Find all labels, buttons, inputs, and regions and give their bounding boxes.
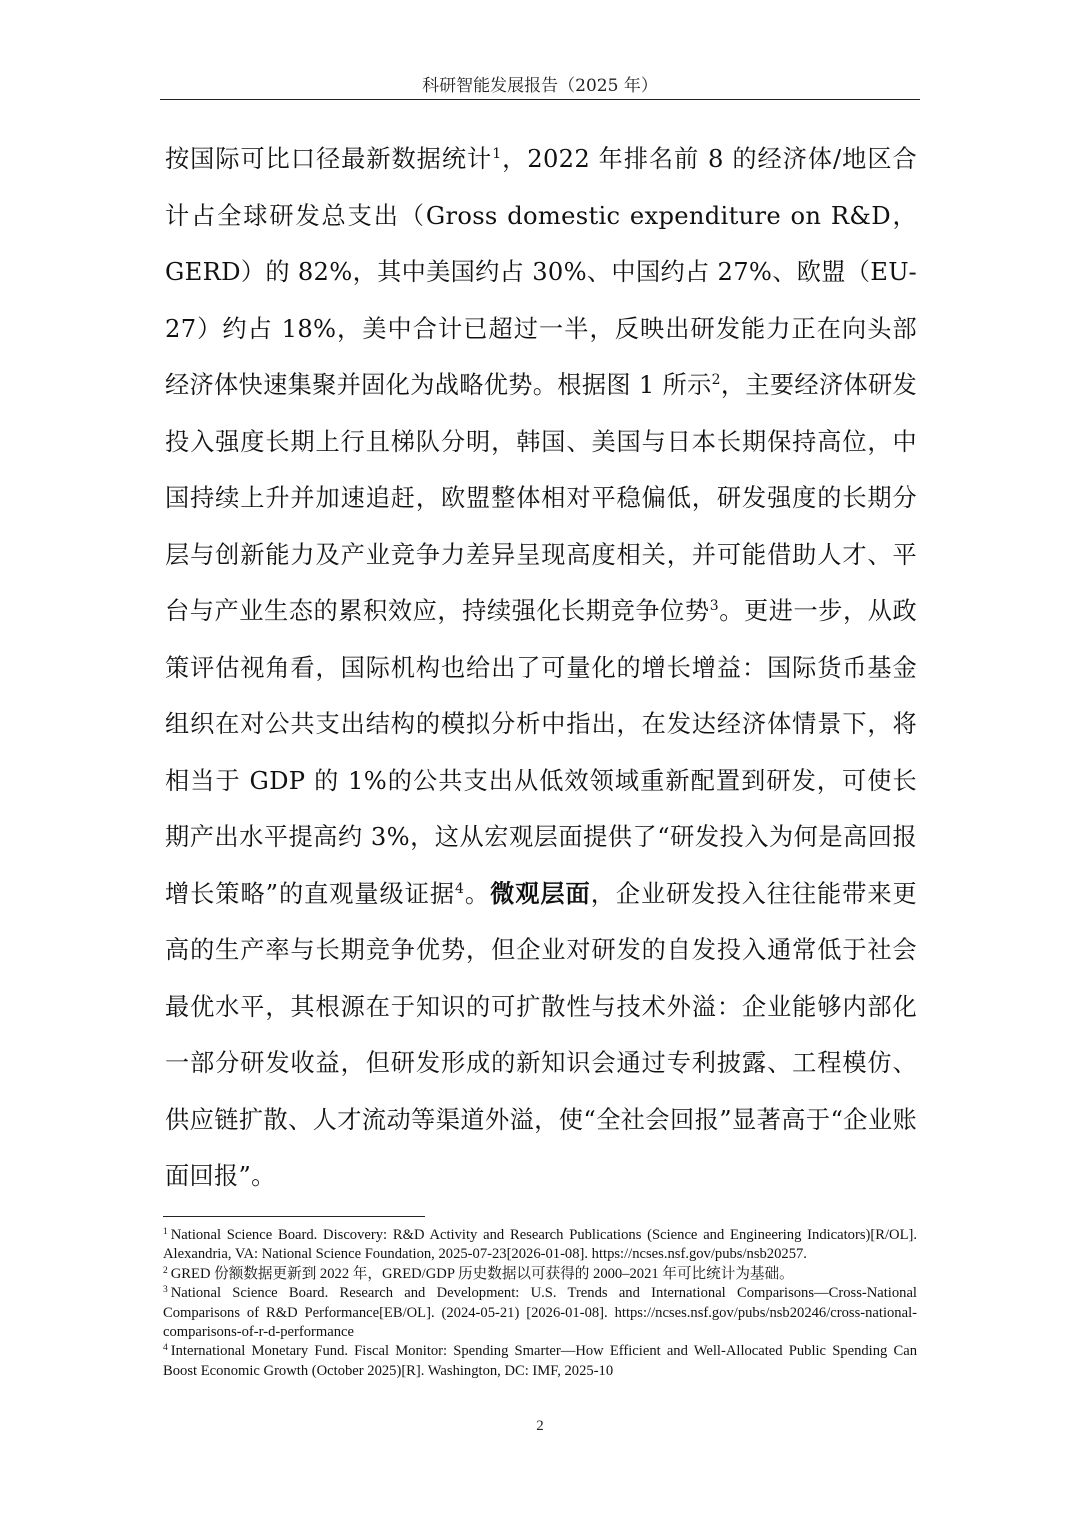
- footnote-text: National Science Board. Discovery: R&D Activity and Research Publications (Science and Engineering Indicators)[R/OL]. Alexandria, VA: National Science Foundation, 2025-07-23[2026-01-08]. https://ncses.nsf.gov/pubs/nsb20257.: [163, 1227, 917, 1263]
- footnote-4: [163, 1342, 917, 1381]
- body-segment-1: 按国际可比口径最新数据统计: [165, 145, 493, 173]
- footnote-divider: [163, 1216, 425, 1217]
- page-number: 2: [536, 1418, 544, 1434]
- bold-heading-micro-level: 微观层面: [490, 879, 591, 908]
- body-segment-4: 。更进一步，从政策评估视角看，国际机构也给出了可量化的增长增益：国际货币基金组织在对公共支出结构的模拟分析中指出，在发达经济体情景下，将相当于 GDP 的 1%的公共支出从低效领域重新配置到研发，可使长期产出水平提高约 3%，这从宏观层面提供了“研发投入为何是高回报增长策略”的直观量级证据: [165, 597, 917, 908]
- body-segment-5: 。: [464, 879, 491, 908]
- body-segment-6: ，企业研发投入往往能带来更高的生产率与长期竞争优势，但企业对研发的自发投入通常低于社会最优水平，其根源在于知识的可扩散性与技术外溢：企业能够内部化一部分研发收益，但研发形成的新知识会通过专利披露、工程模仿、供应链扩散、人才流动等渠道外溢，使“全社会回报”显著高于“企业账面回报”。: [165, 879, 918, 1190]
- footnote-ref-4[interactable]: 4: [455, 880, 465, 897]
- footnote-number: 4: [163, 1343, 168, 1354]
- body-segment-3: ，主要经济体研发投入强度长期上行且梯队分明，韩国、美国与日本长期保持高位，中国持续上升并加速追赶，欧盟整体相对平稳偏低，研发强度的长期分层与创新能力及产业竞争力差异呈现高度相关，并可能借助人才、平台与产业生态的累积效应，持续强化长期竞争位势: [165, 371, 917, 625]
- footnote-3: [163, 1284, 917, 1342]
- body-paragraph: [165, 131, 917, 1205]
- footnote-ref-1[interactable]: 1: [492, 146, 502, 162]
- footnote-ref-2[interactable]: 2: [711, 372, 721, 388]
- footnote-2: [163, 1265, 917, 1284]
- footnote-1: [163, 1226, 917, 1265]
- footnote-number: 3: [163, 1285, 168, 1296]
- footnote-number: 1: [163, 1227, 168, 1237]
- body-segment-2: ，2022 年排名前 8 的经济体/地区合计占全球研发总支出（Gross domestic expenditure on R&D，GERD）的 82%，其中美国约占 30%、中国约占 27%、欧盟（EU-27）约占 18%，美中合计已超过一半，反映出研发能力正在向头部经济体快速集聚并固化为战略优势。根据图 1 所示: [165, 145, 917, 399]
- footnote-number: 2: [163, 1265, 168, 1276]
- running-header: 科研智能发展报告（2025 年）: [422, 76, 658, 96]
- header-divider: [160, 99, 920, 100]
- footnote-ref-3[interactable]: 3: [709, 598, 719, 614]
- footnote-text: International Monetary Fund. Fiscal Monitor: Spending Smarter—How Efficient and Well-Allocated Public Spending Can Boost Economic Growth (October 2025)[R]. Washington, DC: IMF, 2025-10: [163, 1343, 917, 1379]
- footnote-text: GRED 份额数据更新到 2022 年，GRED/GDP 历史数据以可获得的 2000–2021 年可比统计为基础。: [170, 1265, 794, 1282]
- footnote-text: National Science Board. Research and Development: U.S. Trends and International Comparisons—Cross-National Comparisons of R&D Performance[EB/OL]. (2024-05-21) [2026-01-08]. https://ncses.nsf.gov/pubs/nsb20246/cross-national-comparisons-of-r-d-performance: [163, 1285, 917, 1341]
- footnotes: [163, 1226, 917, 1381]
